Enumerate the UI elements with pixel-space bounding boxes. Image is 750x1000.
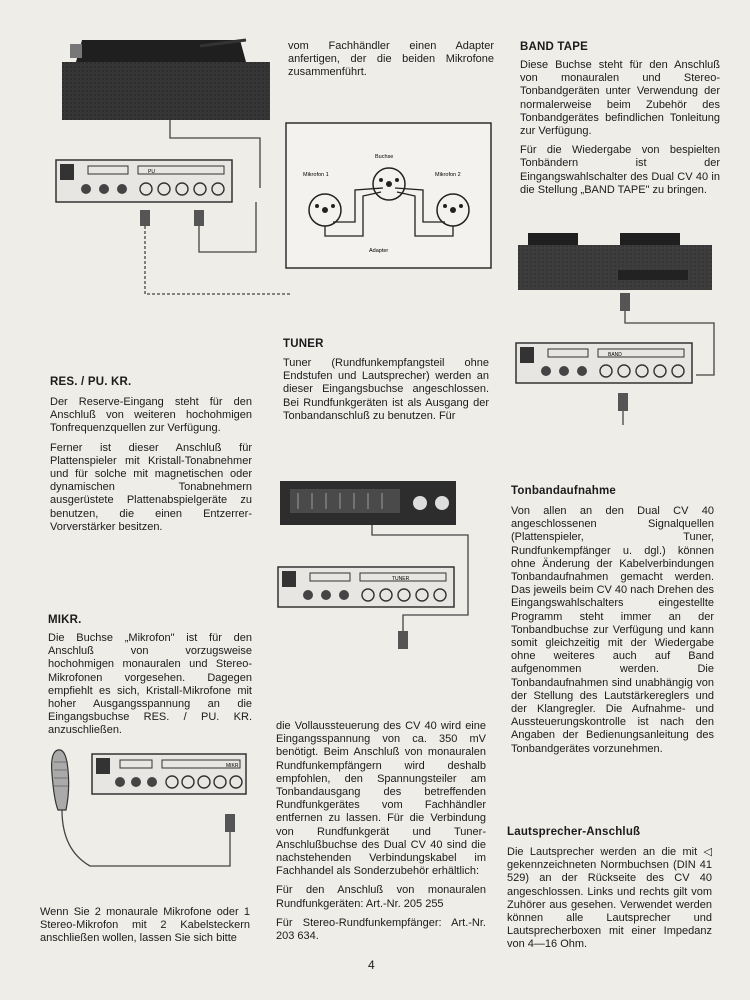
- tonbandaufnahme-paragraph-1: Von allen an den Dual CV 40 angeschlossenen Signalquellen (Plattenspieler, Tuner, Rundfunkempfänger u. dgl.) können ohne Änderung der Kabelverbindungen Tonbandaufnahmen gemacht werden. Das jeweils beim CV 40 nach Drehen des Eingangswahlschalters eingestellte Programm steht immer an der Tonbandbuchse zur Verfügung und kann somit gleichzeitig mit der Wiedergabe ohne weiteres auch auf Band aufgenommen werden. Die Tonbandaufnahmen sind unabhängig von der Stellung des Lautstärkereglers und der Klangregler. Die Aufnahme- und Aussteuerungskontrolle ist nach den Angaben der Bedienungsanleitung des Tonbandgerätes vorzunehmen.: [511, 505, 714, 755]
- res-pu-paragraph-2: Ferner ist dieser Anschluß für Plattenspieler mit Kristall-Tonabnehmer und für solche mit magnetischen oder dynamischen Tonabnehmern ausgerüstete Plattenabspielgeräte zu benutzen, die einen Entzerrer-Vorverstärker besitzen.: [50, 441, 252, 533]
- col2-bottom-paragraph-3: Für Stereo-Rundfunkempfänger: Art.-Nr. 203 634.: [276, 916, 486, 943]
- col2-top-text: [288, 40, 494, 86]
- figure-tuner-connection: [272, 475, 472, 675]
- col2-bottom-text: [276, 720, 486, 949]
- figure-record-player-connection: [50, 30, 290, 305]
- figure-adapter-diagram: [285, 122, 493, 270]
- res-pu-paragraph-1: Der Reserve-Eingang steht für den Anschluß von weiteren hochohmigen Tonfrequenzquellen zur Verfügung.: [50, 396, 252, 435]
- res-pu-heading: RES. / PU. KR.: [50, 376, 132, 388]
- mikr-heading: MIKR.: [48, 614, 82, 626]
- mikr-text: [48, 632, 252, 744]
- amp-label-band: BAND: [608, 352, 622, 358]
- band-tape-paragraph-1: Diese Buchse steht für den Anschluß von monauralen und Stereo-Tonbandgeräten unter Verwendung der normalerweise beim Zubehör des Tonbandgerätes befindlichen Tonleitung zur Verfügung.: [520, 59, 720, 138]
- diagram-label-bottom: Adapter: [369, 248, 389, 254]
- tonbandaufnahme-heading: Tonbandaufnahme: [511, 485, 617, 497]
- col2-bottom-paragraph-2: Für den Anschluß von monauralen Rundfunkgeräten: Art.-Nr. 205 255: [276, 884, 486, 910]
- figure-tape-connection: [510, 225, 720, 435]
- mikr-paragraph-1: Die Buchse „Mikrofon" ist für den Anschluß von vorzugsweise hochohmigen monauralen und Stereo-Mikrofonen vorgesehen. Dagegen empfiehlt es sich, Kristall-Mikrofone mit hoher Ausgangsspannung an die Eingangsbuchse RES. / PU. KR. anzuschließen.: [48, 632, 252, 737]
- band-tape-text: [520, 59, 720, 203]
- res-pu-text: [50, 396, 252, 540]
- col2-bottom-paragraph-1: die Vollaussteuerung des CV 40 wird eine Eingangsspannung von ca. 350 mV benötigt. Beim Anschluß von monauralen Rundfunkempfängern wird deshalb empfohlen, den Spannungsteiler am Tonbandausgang des betreffenden Rundfunkgerätes vom Fachhändler entfernen zu lassen. Für die Verbindung von Rundfunkgerät und Tuner-Anschlußbuchse des Dual CV 40 sind die nachstehenden Verbindungskabel im Fachhandel als Sonderzubehör erhältlich:: [276, 720, 486, 878]
- amp-label-tuner: TUNER: [392, 576, 410, 582]
- tuner-paragraph-1: Tuner (Rundfunkempfangsteil ohne Endstufen und Lautsprecher) werden an dieser Eingangsbuchse angeschlossen. Bei Rundfunkgeräten ist als Ausgang der Tonbandanschluß zu benutzen. Für: [283, 357, 489, 422]
- amp-label-mikr: MIKR: [226, 763, 239, 769]
- mikr-bottom-text: [40, 906, 250, 952]
- diagram-label-right: Mikrofon 2: [435, 172, 461, 178]
- diagram-label-left: Mikrofon 1: [303, 172, 329, 178]
- tuner-heading: TUNER: [283, 338, 324, 350]
- lautsprecher-paragraph-1: Die Lautsprecher werden an die mit ◁ gekennzeichneten Normbuchsen (DIN 41 529) an der Rückseite des CV 40 angeschlossen. Links und rechts gilt vom Zuhörer aus gesehen. Verwendet werden können alle Lautsprecher und Lautsprecherboxen mit einer Impedanz von 4—16 Ohm.: [507, 846, 712, 951]
- page-number: 4: [368, 958, 375, 972]
- figure-microphone-connection: [40, 740, 255, 880]
- col2-top-paragraph: vom Fachhändler einen Adapter anfertigen, der die beiden Mikrofone zusammenführt.: [288, 40, 494, 79]
- tuner-text: [283, 357, 489, 429]
- tonbandaufnahme-text: [511, 505, 714, 762]
- band-tape-heading: BAND TAPE: [520, 41, 589, 53]
- band-tape-paragraph-2: Für die Wiedergabe von bespielten Tonbändern ist der Eingangswahlschalter des Dual CV 40 in die Stellung „BAND TAPE" zu bringen.: [520, 144, 720, 196]
- diagram-label-center: Buchse: [375, 154, 394, 160]
- lautsprecher-text: [507, 846, 712, 958]
- lautsprecher-heading: Lautsprecher-Anschluß: [507, 826, 641, 838]
- amp-label-phono: PU: [148, 169, 155, 175]
- mikr-bottom-paragraph: Wenn Sie 2 monaurale Mikrofone oder 1 Stereo-Mikrofon mit 2 Kabelsteckern anschließen wollen, lassen Sie sich bitte: [40, 906, 250, 945]
